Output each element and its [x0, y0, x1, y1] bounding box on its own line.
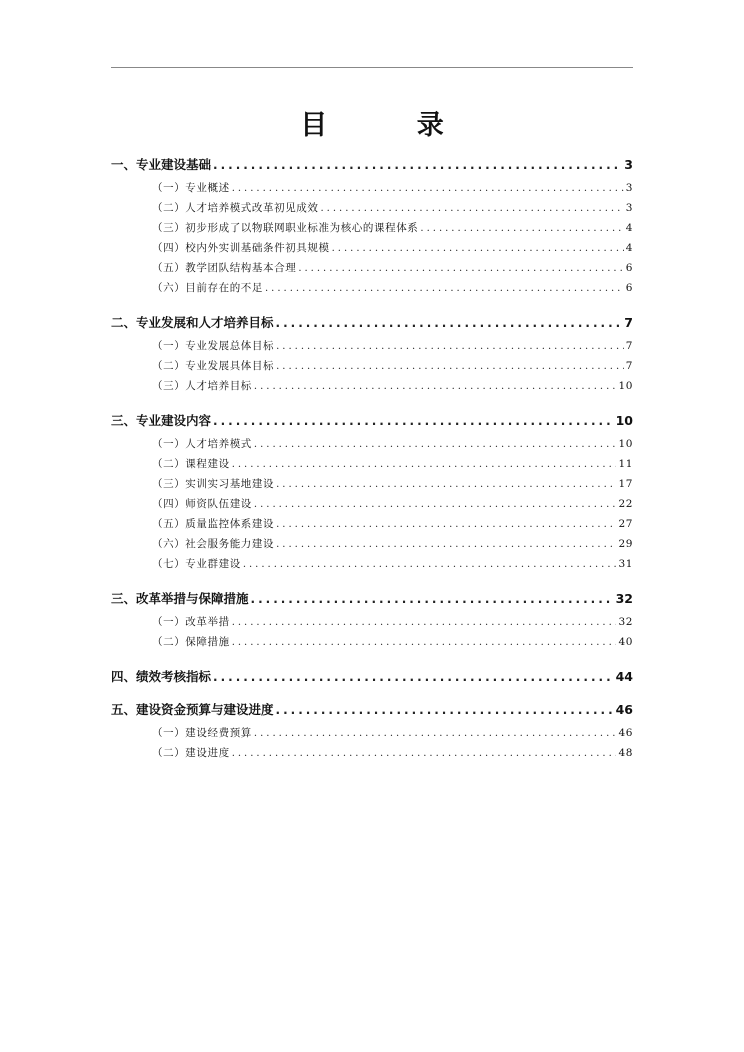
toc-page-number: 6 [625, 262, 633, 274]
toc-entry[interactable] [111, 476, 633, 496]
toc-page-number: 7 [625, 360, 633, 372]
toc-section-label: 三、改革举措与保障措施 [111, 591, 249, 606]
toc-entry-label: （三）实训实习基地建设 [152, 478, 275, 490]
toc-entry[interactable] [111, 220, 633, 240]
toc-page-number: 29 [618, 538, 633, 550]
toc-page-number: 44 [615, 669, 633, 684]
toc-leader-dots [332, 243, 624, 254]
toc-page-number: 6 [625, 282, 633, 294]
toc-leader-dots [265, 283, 624, 294]
toc-entry[interactable] [111, 614, 633, 634]
toc-leader-dots [276, 519, 616, 530]
toc-page-number: 7 [624, 315, 633, 330]
toc-entry-label: （二）人才培养模式改革初见成效 [152, 202, 319, 214]
toc-leader-dots [276, 703, 614, 717]
toc-entry-label: （一）改革举措 [152, 616, 230, 628]
toc-page-number: 32 [618, 616, 633, 628]
toc-section-label: 二、专业发展和人才培养目标 [111, 315, 274, 330]
toc-entry-label: （二）课程建设 [152, 458, 230, 470]
toc-page-number: 10 [618, 438, 633, 450]
toc-entry[interactable] [111, 280, 633, 300]
toc-section[interactable] [111, 313, 633, 333]
table-of-contents [111, 155, 633, 765]
toc-entry[interactable] [111, 556, 633, 576]
toc-section[interactable] [111, 411, 633, 431]
toc-entry[interactable] [111, 436, 633, 456]
toc-leader-dots [232, 183, 624, 194]
toc-leader-dots [232, 748, 617, 759]
toc-leader-dots [213, 158, 622, 172]
toc-entry-label: （七）专业群建设 [152, 558, 241, 570]
toc-section-label: 五、建设资金预算与建设进度 [111, 702, 274, 717]
toc-section-label: 一、专业建设基础 [111, 157, 212, 172]
toc-section[interactable] [111, 155, 633, 175]
toc-page-number: 7 [625, 340, 633, 352]
toc-entry-label: （五）质量监控体系建设 [152, 518, 275, 530]
toc-entry[interactable] [111, 200, 633, 220]
toc-entry-label: （二）专业发展具体目标 [152, 360, 275, 372]
toc-leader-dots [232, 617, 617, 628]
toc-leader-dots [298, 263, 623, 274]
toc-leader-dots [276, 539, 616, 550]
toc-entry[interactable] [111, 516, 633, 536]
toc-entry[interactable] [111, 358, 633, 378]
toc-entry-label: （二）建设进度 [152, 747, 230, 759]
toc-section-label: 三、专业建设内容 [111, 413, 212, 428]
toc-page-number: 17 [618, 478, 633, 490]
toc-entry[interactable] [111, 260, 633, 280]
toc-page-number: 3 [624, 157, 633, 172]
toc-entry[interactable] [111, 240, 633, 260]
toc-leader-dots [243, 559, 617, 570]
toc-entry-label: （二）保障措施 [152, 636, 230, 648]
toc-leader-dots [251, 592, 614, 606]
toc-leader-dots [254, 381, 617, 392]
toc-entry[interactable] [111, 456, 633, 476]
toc-entry-label: （四）校内外实训基础条件初具规模 [152, 242, 330, 254]
toc-page-number: 3 [625, 182, 633, 194]
toc-leader-dots [276, 479, 616, 490]
toc-entry-label: （一）人才培养模式 [152, 438, 252, 450]
toc-entry[interactable] [111, 536, 633, 556]
toc-entry-label: （三）人才培养目标 [152, 380, 252, 392]
toc-entry[interactable] [111, 180, 633, 200]
toc-page-number: 46 [618, 727, 633, 739]
toc-section-label: 四、绩效考核指标 [111, 669, 212, 684]
toc-entry[interactable] [111, 745, 633, 765]
toc-leader-dots [213, 670, 614, 684]
toc-leader-dots [232, 459, 617, 470]
toc-page-number: 4 [625, 222, 633, 234]
toc-section[interactable] [111, 589, 633, 609]
toc-leader-dots [232, 637, 617, 648]
toc-leader-dots [254, 499, 617, 510]
toc-entry-label: （六）目前存在的不足 [152, 282, 263, 294]
toc-leader-dots [213, 414, 614, 428]
toc-page-number: 40 [618, 636, 633, 648]
toc-page-number: 11 [618, 458, 633, 470]
toc-page-number: 32 [615, 591, 633, 606]
toc-section[interactable] [111, 700, 633, 720]
toc-entry-label: （三）初步形成了以物联网职业标准为核心的课程体系 [152, 222, 419, 234]
toc-page-number: 10 [615, 413, 633, 428]
toc-entry-label: （四）师资队伍建设 [152, 498, 252, 510]
toc-page-number: 48 [618, 747, 633, 759]
toc-entry[interactable] [111, 496, 633, 516]
toc-entry-label: （五）教学团队结构基本合理 [152, 262, 297, 274]
toc-entry[interactable] [111, 378, 633, 398]
page-title: 目 录 [300, 110, 484, 141]
toc-page-number: 3 [625, 202, 633, 214]
toc-leader-dots [276, 361, 624, 372]
toc-page-number: 27 [618, 518, 633, 530]
toc-leader-dots [276, 341, 624, 352]
toc-leader-dots [254, 728, 617, 739]
toc-page-number: 4 [625, 242, 633, 254]
toc-section[interactable] [111, 667, 633, 687]
toc-entry-label: （一）专业发展总体目标 [152, 340, 275, 352]
toc-entry[interactable] [111, 725, 633, 745]
toc-leader-dots [321, 203, 624, 214]
toc-leader-dots [254, 439, 617, 450]
toc-page-number: 46 [615, 702, 633, 717]
toc-entry-label: （一）专业概述 [152, 182, 230, 194]
toc-entry[interactable] [111, 338, 633, 358]
toc-page-number: 31 [618, 558, 633, 570]
toc-page-number: 22 [618, 498, 633, 510]
toc-leader-dots [276, 316, 623, 330]
toc-page-number: 10 [618, 380, 633, 392]
toc-entry-label: （一）建设经费预算 [152, 727, 252, 739]
header-rule [111, 67, 633, 68]
toc-entry-label: （六）社会服务能力建设 [152, 538, 275, 550]
toc-entry[interactable] [111, 634, 633, 654]
toc-leader-dots [420, 223, 623, 234]
